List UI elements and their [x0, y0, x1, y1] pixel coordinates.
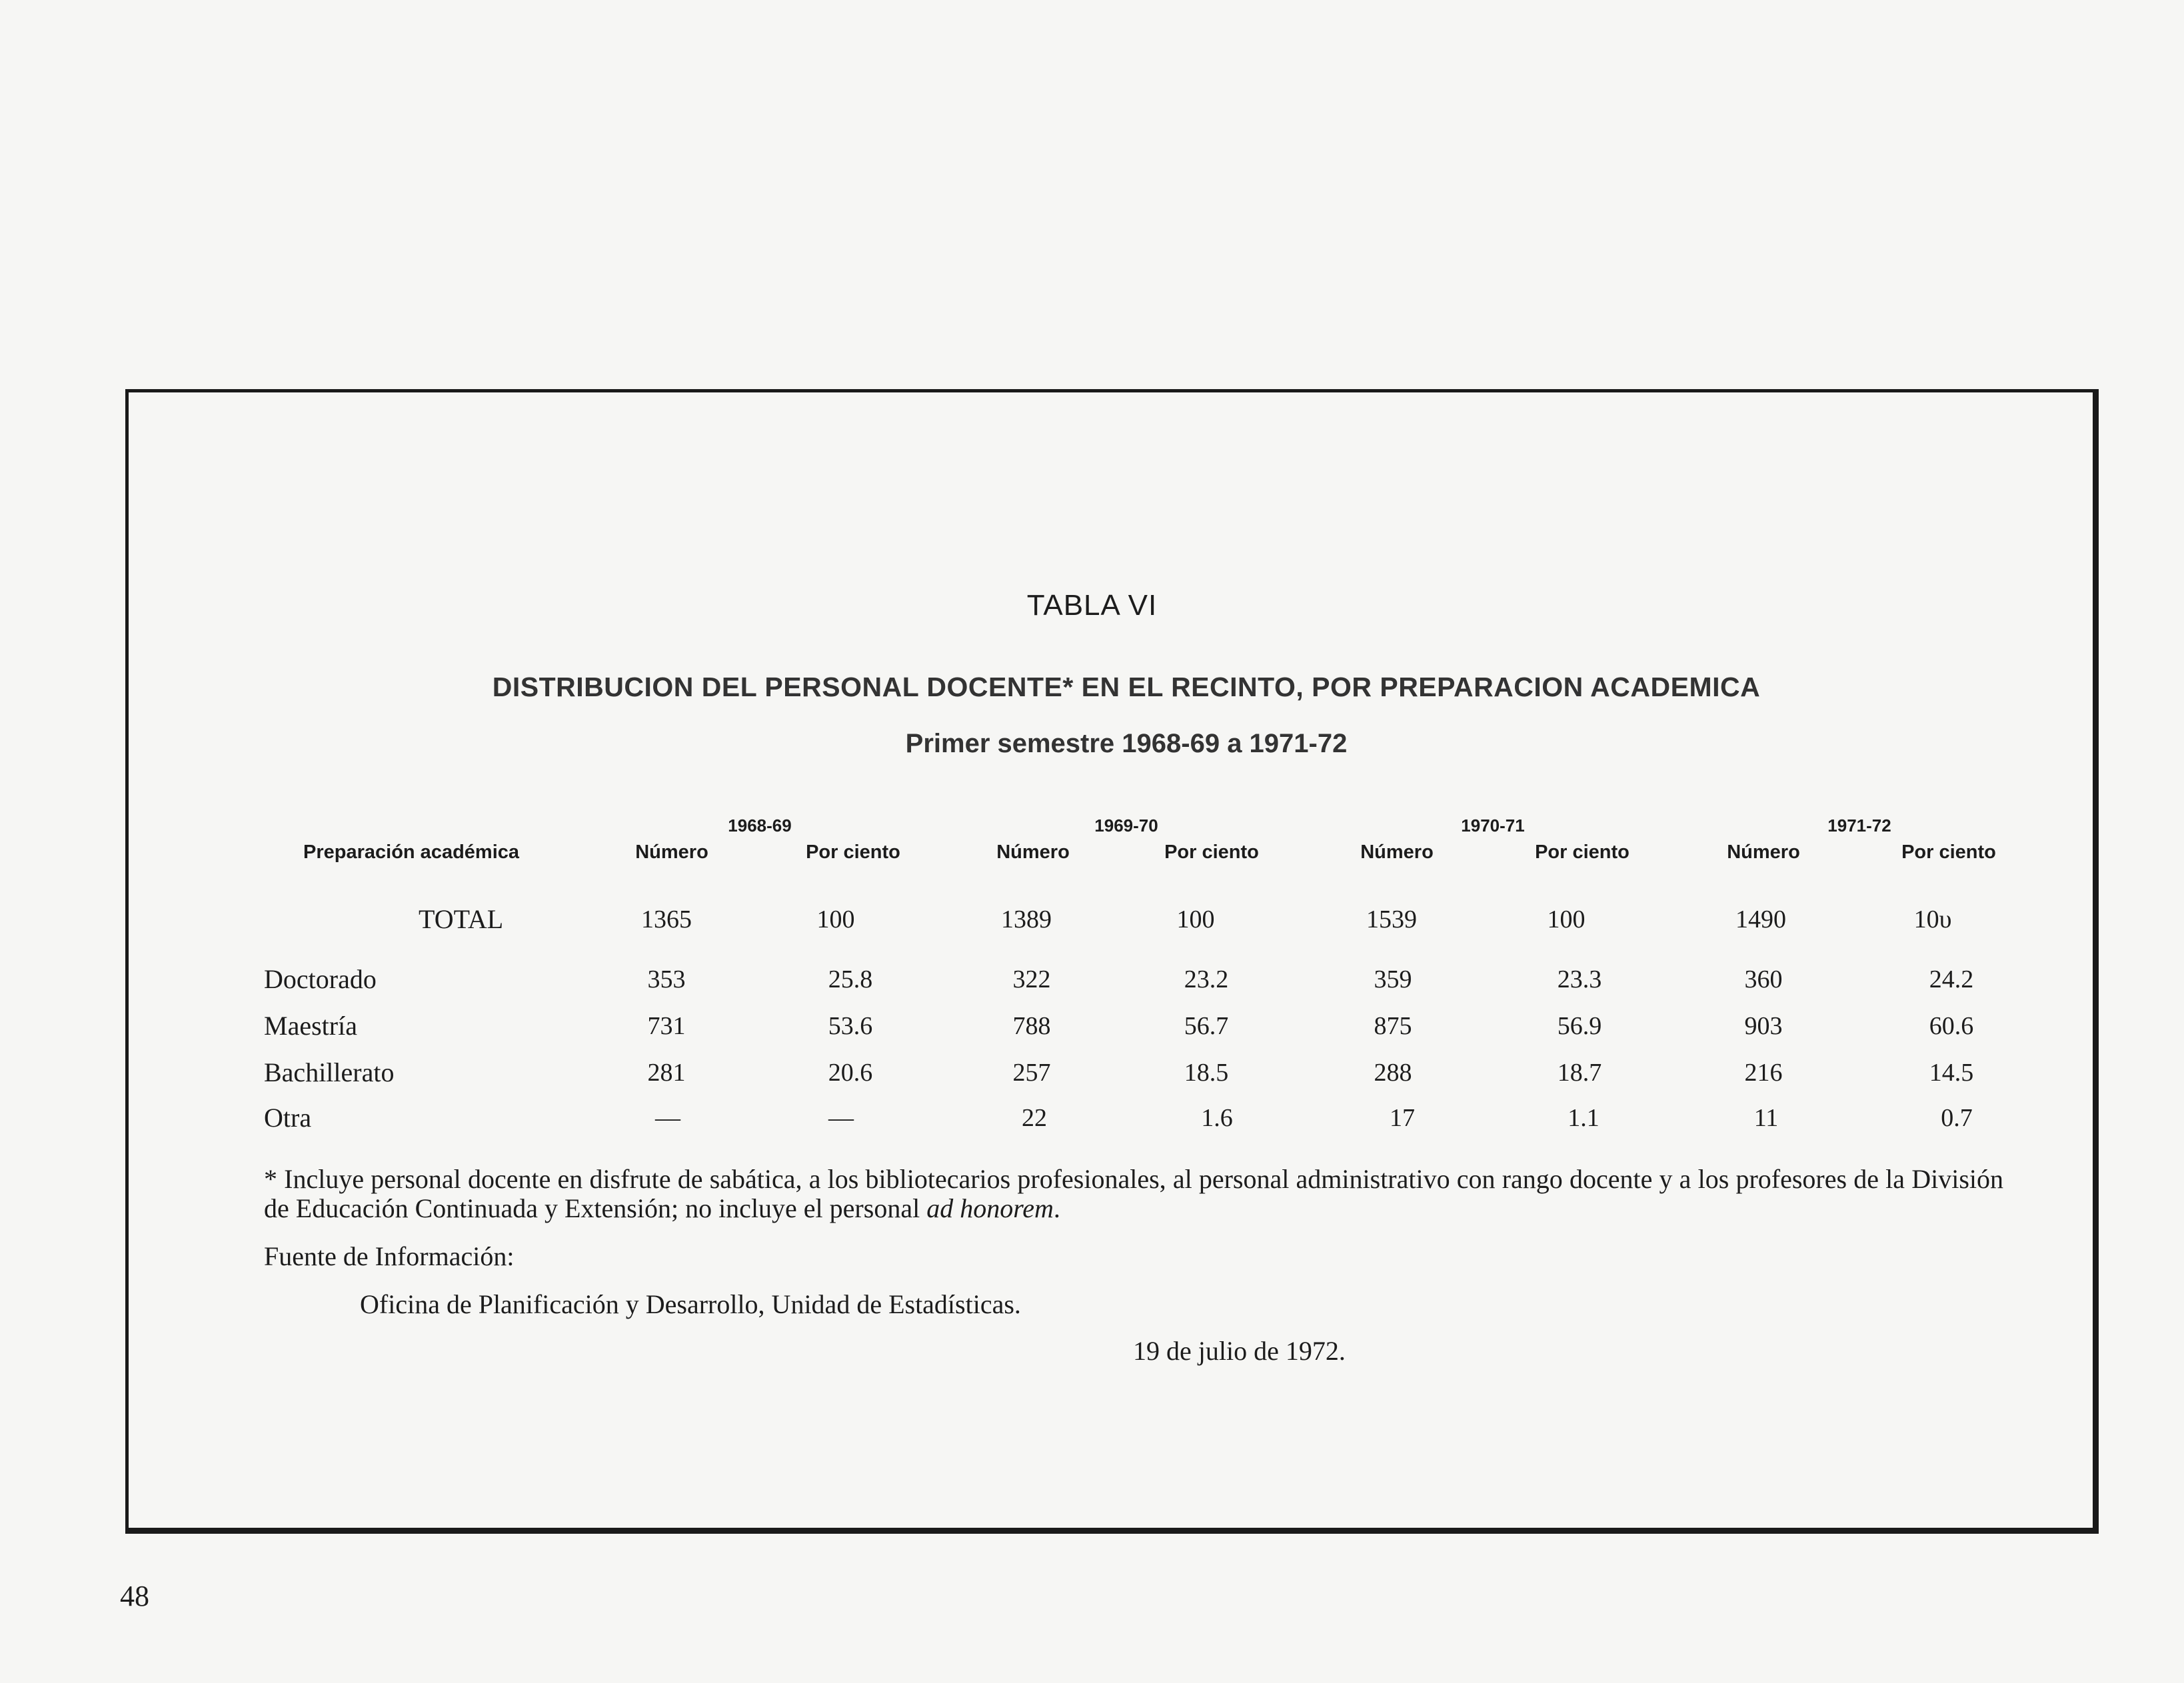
table-title: DISTRIBUCION DEL PERSONAL DOCENTE* EN EL RECINTO, POR PREPARACION ACADEMICA	[492, 672, 1761, 702]
footnote-end: .	[1053, 1193, 1060, 1223]
table-cell: 257	[1012, 1059, 1051, 1087]
table-cell: 25.8	[828, 965, 873, 993]
table-cell: 216	[1744, 1059, 1783, 1087]
year-header: 1970-71	[1461, 816, 1525, 836]
table-cell: 788	[1012, 1012, 1051, 1040]
col-header-numero: Número	[635, 842, 708, 863]
source-text: Oficina de Planificación y Desarrollo, Unidad de Estadísticas.	[360, 1289, 1021, 1319]
col-header-numero: Número	[996, 842, 1070, 863]
table-cell: 56.7	[1184, 1012, 1229, 1040]
col-header-por-ciento: Por ciento	[806, 842, 900, 863]
table-cell: 18.7	[1557, 1059, 1602, 1087]
table-cell: 56.9	[1557, 1012, 1602, 1040]
table-cell: 20.6	[828, 1059, 873, 1087]
footnote	[264, 1165, 2003, 1223]
table-cell: 1365	[641, 905, 692, 933]
source-label: Fuente de Información:	[264, 1241, 515, 1271]
row-label-doctorado: Doctorado	[264, 964, 377, 994]
table-cell: 875	[1374, 1012, 1412, 1040]
table-cell: 360	[1744, 965, 1783, 993]
table-cell: 903	[1744, 1012, 1783, 1040]
table-cell: 60.6	[1929, 1012, 1974, 1040]
source-date: 19 de julio de 1972.	[1133, 1336, 1346, 1366]
table-cell: 731	[647, 1012, 686, 1040]
table-cell: 1539	[1366, 905, 1417, 933]
table-cell: 1.1	[1568, 1104, 1600, 1132]
table-cell: 100	[816, 905, 855, 933]
year-header: 1968-69	[728, 816, 792, 836]
row-header-label: Preparación académica	[303, 842, 520, 863]
row-label-total: TOTAL	[419, 904, 504, 934]
footnote-text: * Incluye personal docente en disfrute de sabática, a los bibliotecarios profesionales, al personal administrativo con rango docente y a los profesores de la División de Educación Continuada y Extensión; no incluye el personal	[264, 1164, 2003, 1223]
page-number: 48	[120, 1580, 149, 1612]
table-cell: 23.3	[1557, 965, 1602, 993]
table-cell: 322	[1012, 965, 1051, 993]
row-label-maestria: Maestría	[264, 1011, 357, 1041]
col-header-numero: Número	[1727, 842, 1800, 863]
table-cell: —	[828, 1104, 854, 1132]
col-header-por-ciento: Por ciento	[1901, 842, 1996, 863]
table-cell: 22	[1022, 1104, 1047, 1132]
table-cell: 353	[647, 965, 686, 993]
row-label-otra: Otra	[264, 1103, 312, 1133]
table-cell: 24.2	[1929, 965, 1974, 993]
table-cell: 17	[1390, 1104, 1415, 1132]
table-cell: 14.5	[1929, 1059, 1974, 1087]
table-cell: 0.7	[1941, 1104, 1973, 1132]
table-cell: 11	[1753, 1104, 1779, 1132]
table-cell: 359	[1374, 965, 1412, 993]
footnote-italic: ad honorem	[926, 1193, 1054, 1223]
table-label: TABLA VI	[1026, 589, 1158, 622]
col-header-por-ciento: Por ciento	[1164, 842, 1259, 863]
table-subtitle: Primer semestre 1968-69 a 1971-72	[905, 729, 1348, 758]
table-cell: 18.5	[1184, 1059, 1229, 1087]
year-header: 1971-72	[1827, 816, 1891, 836]
table-cell: 100	[1176, 905, 1215, 933]
table-cell: 53.6	[828, 1012, 873, 1040]
col-header-por-ciento: Por ciento	[1535, 842, 1630, 863]
table-cell: —	[655, 1104, 680, 1132]
row-label-bachillerato: Bachillerato	[264, 1057, 395, 1087]
table-cell: 1490	[1735, 905, 1786, 933]
col-header-numero: Número	[1360, 842, 1434, 863]
table-cell: 281	[647, 1059, 686, 1087]
table-cell: 23.2	[1184, 965, 1229, 993]
year-header: 1969-70	[1094, 816, 1158, 836]
table-cell: 1.6	[1201, 1104, 1233, 1132]
table-cell: 288	[1374, 1059, 1412, 1087]
table-cell: 10υ	[1913, 905, 1952, 933]
table-cell: 1389	[1001, 905, 1052, 933]
table-frame	[125, 389, 2099, 1534]
table-cell: 100	[1547, 905, 1586, 933]
